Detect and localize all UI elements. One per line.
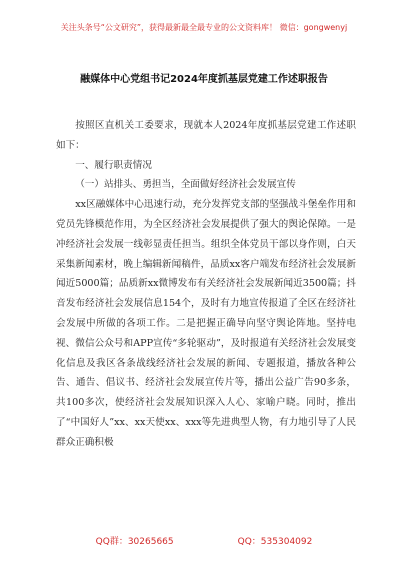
contact-footer	[0, 534, 408, 547]
intro-paragraph: 按照区直机关工委要求，现就本人2024年度抓基层党建工作述职如下：	[56, 120, 356, 151]
promo-banner: 关注头条号“公文研究”，获得最新最全最专业的公文资料库！ 微信：gongwenyj	[60, 23, 348, 32]
subsection-heading: （一）站排头、勇担当，全面做好经济社会发展宣传	[75, 179, 296, 191]
qq-number: QQ：535304092	[237, 537, 313, 547]
document-title: 融媒体中心党组书记2024年度抓基层党建工作述职报告	[80, 74, 328, 85]
qq-group-number: QQ群：30265665	[95, 537, 174, 547]
document-body	[56, 116, 356, 453]
body-paragraph: xx区融媒体中心迅速行动，充分发挥党支部的坚强战斗堡垒作用和党员先锋模范作用，为全区经济社会发展提供了强大的舆论保障。一是冲经济社会发展一线彰显责任担当。组织全体党员干部以身作则，白天采集新闻素材，晚上编辑新闻稿件，品质xx客户端发布经济社会发展新闻近5000篇；品质新xx微博发布有关经济社会发展新闻近3500篇；抖音发布经济社会发展信息154个，及时有力地宣传报道了全区在经济社会发展中所做的各项工作。二是把握正确导向坚守舆论阵地。坚持电视、微信公众号和APP宣传“多轮驱动”，及时报道有关经济社会发展变化信息及我区各条战线经济社会发展的新闻、专题报道，播放各种公告、通告、倡议书、经济社会发展宣传片等，播出公益广告90多条，共100多次，使经济社会发展知识深入人心、家喻户晓。同时，推出了“中国好人”xx、xx天使xx、xxx等先进典型人物，有力地引导了人民群众正确积极	[56, 199, 356, 448]
section-heading: 一、履行职责情况	[75, 159, 152, 171]
